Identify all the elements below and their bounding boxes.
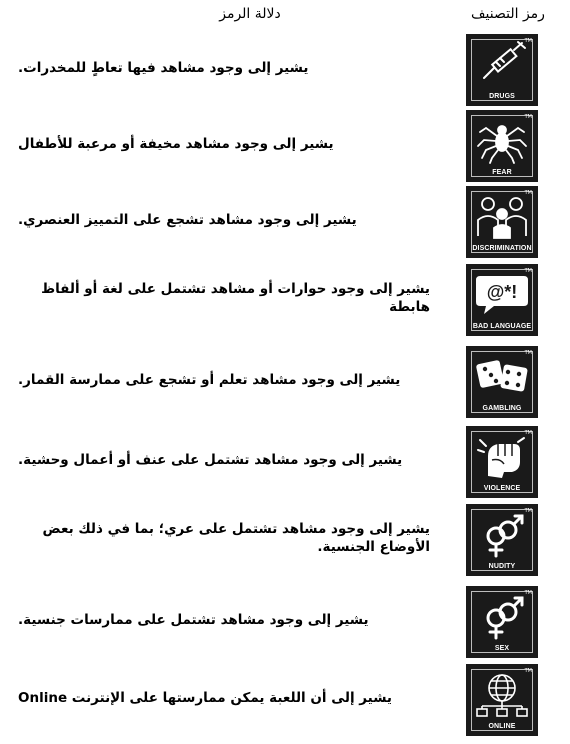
rating-row-gambling (0, 344, 570, 418)
rating-row-online (0, 662, 570, 736)
icon-column-header: رمز التصنيف (471, 6, 545, 22)
gambling-description: يشير إلى وجود مشاهد تعلم أو تشجع على ممارسة القمار. (18, 372, 401, 389)
fear-label: FEAR (492, 169, 512, 176)
spider-icon (474, 116, 530, 164)
violence-label: VIOLENCE (483, 485, 521, 492)
violence-badge: TM VIOLENCE (466, 426, 538, 498)
gambling-badge: TM GAMBLING (466, 346, 538, 418)
rating-row-violence (0, 424, 570, 498)
online-label: ONLINE (488, 723, 516, 730)
rating-row-discrimination (0, 184, 570, 258)
globe-network-icon (474, 670, 530, 718)
gender-symbols-icon (474, 592, 530, 640)
sex-label: SEX (494, 645, 510, 652)
meaning-column-header: دلالة الرمز (219, 6, 281, 22)
rating-row-bad-language (0, 262, 570, 336)
drugs-description: يشير إلى وجود مشاهد فيها تعاطٍ للمخدرات. (18, 60, 309, 77)
discrimination-badge: TM DISCRIMINATION (466, 186, 538, 258)
discrimination-label: DISCRIMINATION (472, 245, 532, 252)
svg-text:@*!: @*! (486, 282, 518, 302)
online-badge: TM ONLINE (466, 664, 538, 736)
discrimination-description: يشير إلى وجود مشاهد تشجع على التمييز العنصري. (18, 212, 357, 229)
rating-row-nudity (0, 502, 570, 576)
fist-icon (474, 432, 530, 480)
nudity-description: يشير إلى وجود مشاهد تشتمل على عري؛ بما في ذلك بعض الأوضاع الجنسية. (42, 521, 430, 555)
fear-badge: TM FEAR (466, 110, 538, 182)
rating-row-fear (0, 108, 570, 182)
dice-icon (474, 352, 530, 400)
bad-language-label: BAD LANGUAGE (472, 323, 532, 330)
drugs-label: DRUGS (489, 93, 515, 100)
syringe-icon (474, 40, 530, 88)
bad-language-description: يشير إلى وجود حوارات أو مشاهد تشتمل على لغة أو ألفاظ هابطة (41, 281, 430, 315)
sex-description: يشير إلى وجود مشاهد تشتمل على ممارسات جنسية. (18, 612, 369, 629)
fear-description: يشير إلى وجود مشاهد مخيفة أو مرعبة للأطفال (18, 136, 334, 153)
rating-row-sex (0, 584, 570, 658)
drugs-badge: TM DRUGS (466, 34, 538, 106)
nudity-badge: TM NUDITY (466, 504, 538, 576)
violence-description: يشير إلى وجود مشاهد تشتمل على عنف أو أعمال وحشية. (18, 452, 403, 469)
bad-language-badge: TM @*! BAD LANGUAGE (466, 264, 538, 336)
nudity-label: NUDITY (488, 563, 516, 570)
people-icon (474, 192, 530, 240)
speech-bubble-icon (474, 270, 530, 318)
online-description: يشير إلى أن اللعبة يمكن ممارستها على الإنترنت Online (18, 690, 392, 707)
gambling-label: GAMBLING (482, 405, 522, 412)
gender-symbols-icon (474, 510, 530, 558)
rating-row-drugs (0, 32, 570, 106)
sex-badge: TM SEX (466, 586, 538, 658)
